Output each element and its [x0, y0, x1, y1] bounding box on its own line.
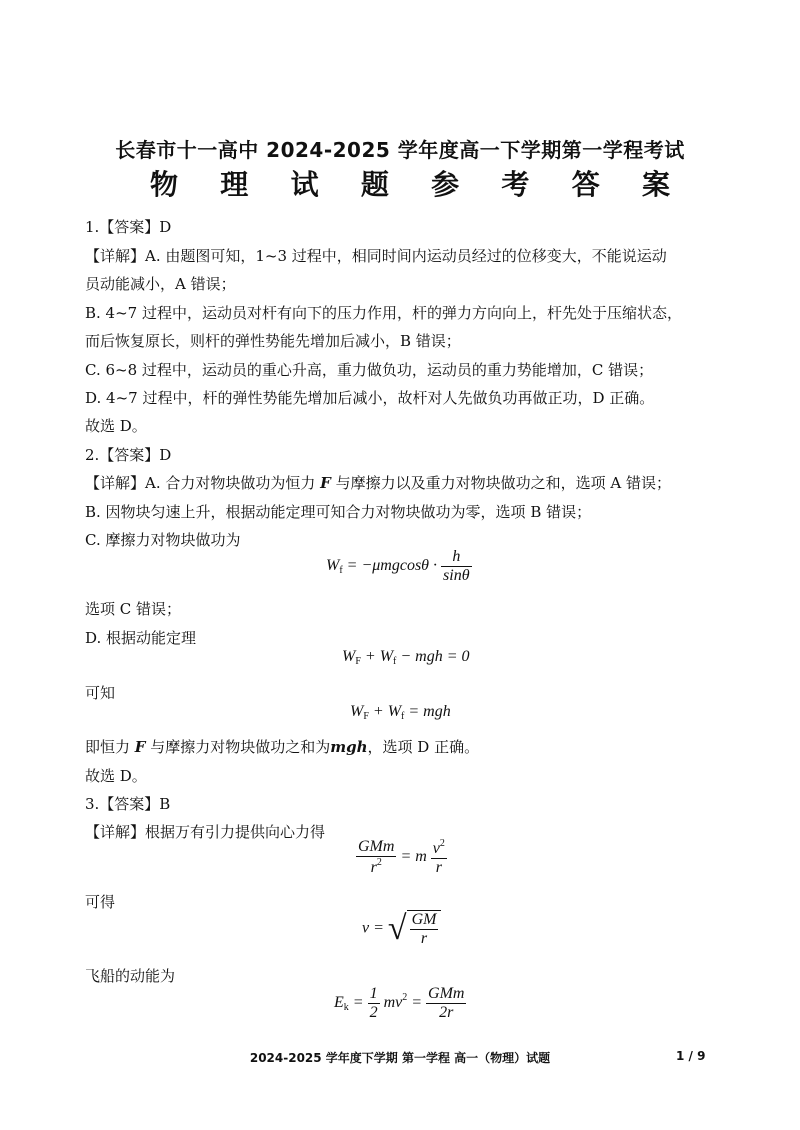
- subtitle-char: 考: [501, 168, 530, 201]
- subtitle-char: 试: [290, 168, 319, 201]
- subtitle-char: 答: [571, 168, 600, 201]
- q1-conclusion: 故选 D。: [85, 417, 147, 435]
- q2-answer: 2.【答案】D: [85, 446, 172, 464]
- q2-conclusion: 故选 D。: [85, 767, 147, 785]
- subtitle-char: 物: [150, 168, 179, 201]
- exam-title: 长春市十一高中 2024-2025 学年度高一下学期第一学程考试: [115, 138, 685, 162]
- q1-answer: 1.【答案】D: [85, 218, 172, 236]
- q1-explain-line: 【详解】A. 由题图可知，1~3 过程中，相同时间内运动员经过的位移变大，不能说运动: [85, 247, 667, 265]
- q1-explain-line: 而后恢复原长，则杆的弹性势能先增加后减小，B 错误；: [85, 332, 461, 350]
- q2-explain-line: B. 因物块匀速上升，根据动能定理可知合力对物块做功为零，选项 B 错误；: [85, 503, 592, 521]
- q2-explain-line: 选项 C 错误；: [85, 600, 182, 618]
- q1-explain-line: D. 4~7 过程中，杆的弹性势能先增加后减小，故杆对人先做负功再做正功，D 正确。: [85, 389, 655, 407]
- q3-answer: 3.【答案】B: [85, 795, 171, 813]
- page-footer: 2024-2025 学年度下学期 第一学程 高一（物理）试题: [249, 1051, 551, 1065]
- symbol-F: F: [134, 738, 146, 756]
- q1-explain-line: C. 6~8 过程中，运动员的重心升高，重力做负功，运动员的重力势能增加，C 错误；: [85, 361, 654, 379]
- document-subtitle: [150, 163, 670, 203]
- subtitle-char: 案: [641, 168, 670, 201]
- q2-explain-line: D. 根据动能定理: [85, 629, 197, 647]
- q2-explain-line: 即恒力 F 与摩擦力对物块做功之和为mgh，选项 D 正确。: [85, 738, 480, 756]
- subtitle-char: 理: [220, 168, 249, 201]
- symbol-F: F: [320, 474, 331, 492]
- q3-explain-line: 可得: [85, 893, 116, 911]
- q2-explain-line: C. 摩擦力对物块做功为: [85, 531, 241, 549]
- q1-explain-line: 员动能减小，A 错误；: [85, 275, 236, 293]
- equation-work-energy: $W_F + W_f$ − mgh = 0: [342, 648, 470, 667]
- q2-explain-line: 可知: [85, 684, 116, 702]
- q3-explain-line: 飞船的动能为: [85, 967, 176, 985]
- page-number: 1 / 9: [676, 1049, 706, 1063]
- equation-velocity: v = √ $\frac{GM}{r}$: [362, 910, 441, 948]
- q2-explain-line: 【详解】A. 合力对物块做功为恒力 F 与摩擦力以及重力对物块做功之和，选项 A 错误；: [85, 474, 671, 492]
- q3-explain-line: 【详解】根据万有引力提供向心力得: [85, 823, 326, 841]
- equation-friction-work: $W_f = -\mu mgcos\theta$ · $\frac{h}{\sin\theta}$: [326, 548, 470, 584]
- equation-kinetic-energy: $E_k$ = $\frac{1}{2}$ $mv^2$ = $\frac{\text{GMm}}{2r}$: [334, 985, 465, 1021]
- subtitle-char: 参: [431, 168, 460, 201]
- q1-explain-line: B. 4~7 过程中，运动员对杆有向下的压力作用，杆的弹力方向向上，杆先处于压缩状态，: [85, 304, 682, 322]
- equation-work-sum: $W_F + W_f$ = mgh: [350, 703, 451, 722]
- equation-gravitation: $\frac{\text{GMm}}{r^2}$ = m $\frac{v^2}{r}$: [358, 838, 445, 876]
- subtitle-char: 题: [360, 168, 389, 201]
